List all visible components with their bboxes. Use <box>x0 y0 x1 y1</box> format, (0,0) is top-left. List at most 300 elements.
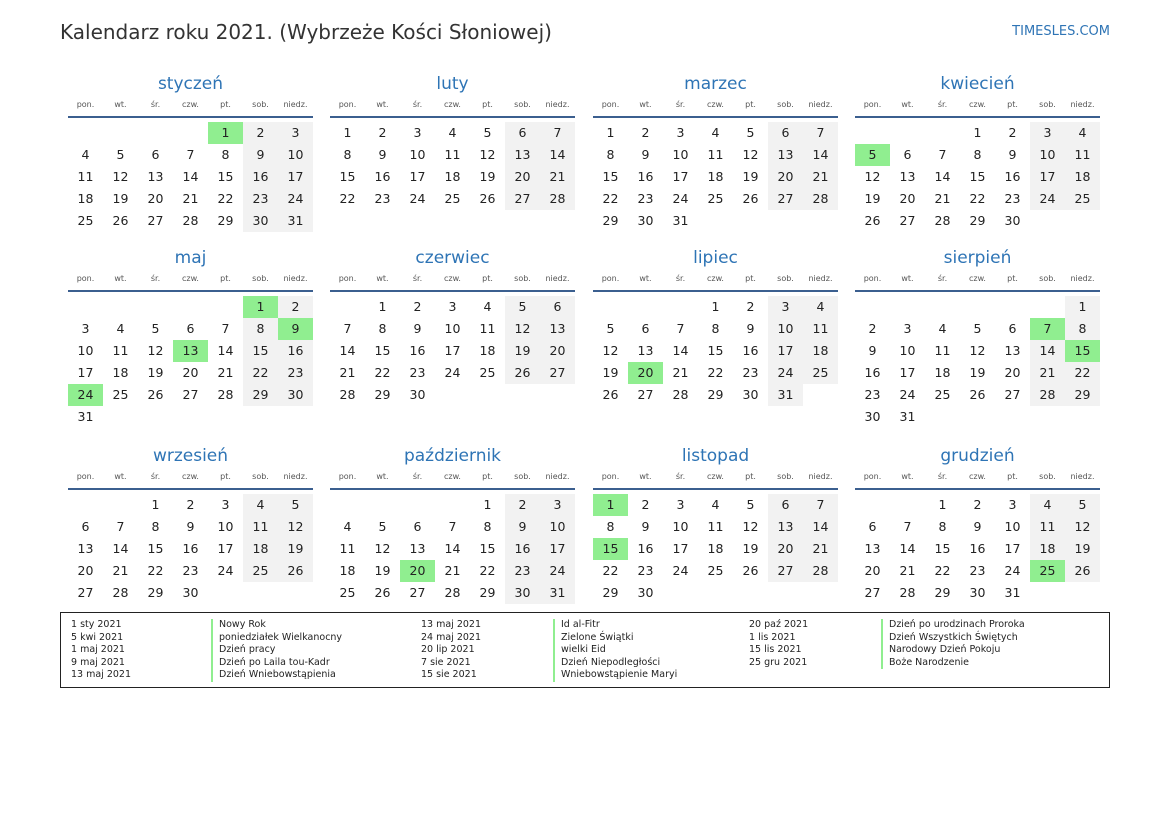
weekday-label: pon. <box>601 100 620 109</box>
day-grid <box>593 118 838 250</box>
day-cell: 14 <box>444 541 461 556</box>
holiday-date: 13 maj 2021 <box>71 669 132 680</box>
month-name: wrzesień <box>152 446 229 466</box>
day-cell: 4 <box>711 497 720 512</box>
day-cell-holiday: 13 <box>173 340 208 362</box>
day-cell: 23 <box>864 387 881 402</box>
weekday-label: wt. <box>114 472 127 481</box>
day-cell: 4 <box>243 494 278 516</box>
day-cell: 21 <box>803 166 838 188</box>
day-cell: 17 <box>217 541 234 556</box>
day-cell: 16 <box>243 166 278 188</box>
day-cell: 22 <box>602 563 619 578</box>
day-cell: 13 <box>768 516 803 538</box>
day-cell: 16 <box>864 365 881 380</box>
day-cell-holiday: 15 <box>593 538 628 560</box>
day-cell-holiday: 20 <box>628 362 663 384</box>
day-cell: 2 <box>973 497 982 512</box>
day-cell: 12 <box>505 318 540 340</box>
day-cell: 3 <box>768 296 803 318</box>
day-cell: 24 <box>672 191 689 206</box>
day-cell: 29 <box>217 213 234 228</box>
day-cell: 6 <box>868 519 877 534</box>
day-cell: 12 <box>742 519 759 534</box>
day-cell: 22 <box>602 191 619 206</box>
day-cell: 25 <box>444 191 461 206</box>
weekday-label: śr. <box>675 274 686 283</box>
day-cell: 22 <box>934 563 951 578</box>
weekday-label: czw. <box>707 274 724 283</box>
day-cell: 23 <box>637 563 654 578</box>
weekday-label: pt. <box>1007 472 1018 481</box>
day-cell: 27 <box>768 188 803 210</box>
day-cell: 3 <box>903 321 912 336</box>
day-cell: 12 <box>864 169 881 184</box>
day-cell: 24 <box>540 560 575 582</box>
day-cell: 2 <box>641 497 650 512</box>
day-cell: 13 <box>1004 343 1021 358</box>
day-cell: 29 <box>1065 384 1100 406</box>
weekday-label: sob. <box>777 472 794 481</box>
month-name: październik <box>403 446 502 466</box>
day-cell: 8 <box>938 519 947 534</box>
day-cell: 13 <box>540 318 575 340</box>
day-cell: 12 <box>278 516 313 538</box>
weekday-label: sob. <box>252 274 269 283</box>
month-name: styczeń <box>157 74 224 94</box>
day-cell: 29 <box>602 585 619 600</box>
day-cell: 25 <box>934 387 951 402</box>
day-cell: 5 <box>278 494 313 516</box>
day-cell: 29 <box>374 387 391 402</box>
day-cell: 1 <box>973 125 982 140</box>
day-cell: 16 <box>182 541 199 556</box>
day-cell: 29 <box>147 585 164 600</box>
day-cell: 6 <box>768 494 803 516</box>
day-cell: 26 <box>479 191 496 206</box>
day-cell: 29 <box>969 213 986 228</box>
day-cell: 23 <box>637 191 654 206</box>
day-cell: 17 <box>768 340 803 362</box>
day-cell: 15 <box>934 541 951 556</box>
day-cell: 9 <box>505 516 540 538</box>
day-cell: 26 <box>505 362 540 384</box>
day-cell: 28 <box>444 585 461 600</box>
day-cell: 15 <box>217 169 234 184</box>
day-grid <box>593 490 838 622</box>
day-cell: 10 <box>672 147 689 162</box>
month-2 <box>330 72 575 250</box>
day-cell: 21 <box>672 365 689 380</box>
day-cell: 17 <box>1004 541 1021 556</box>
day-cell: 27 <box>77 585 94 600</box>
day-cell: 2 <box>505 494 540 516</box>
weekday-label: śr. <box>412 472 423 481</box>
day-cell: 11 <box>1065 144 1100 166</box>
day-cell: 19 <box>278 538 313 560</box>
weekday-label: śr. <box>675 472 686 481</box>
day-cell: 7 <box>903 519 912 534</box>
day-cell: 1 <box>483 497 492 512</box>
day-cell: 24 <box>444 365 461 380</box>
day-cell: 30 <box>1004 213 1021 228</box>
day-cell: 14 <box>339 343 356 358</box>
day-grid <box>330 490 575 622</box>
day-cell: 24 <box>672 563 689 578</box>
day-cell: 16 <box>505 538 540 560</box>
day-cell: 9 <box>1008 147 1017 162</box>
day-grid <box>330 292 575 424</box>
day-cell: 18 <box>112 365 129 380</box>
month-10 <box>330 444 575 622</box>
day-cell: 24 <box>1030 188 1065 210</box>
weekday-label: wt. <box>114 100 127 109</box>
day-cell: 30 <box>637 213 654 228</box>
weekday-header <box>855 468 1100 488</box>
day-cell: 17 <box>444 343 461 358</box>
day-cell: 18 <box>339 563 356 578</box>
day-cell: 5 <box>505 296 540 318</box>
day-grid <box>855 118 1100 250</box>
day-cell: 13 <box>409 541 426 556</box>
weekday-label: śr. <box>675 100 686 109</box>
day-cell: 29 <box>243 384 278 406</box>
day-cell: 18 <box>934 365 951 380</box>
day-cell: 4 <box>116 321 125 336</box>
day-cell: 19 <box>602 365 619 380</box>
day-cell: 14 <box>112 541 129 556</box>
day-cell: 15 <box>602 169 619 184</box>
day-cell: 21 <box>1030 362 1065 384</box>
day-cell: 21 <box>112 563 129 578</box>
day-cell: 30 <box>409 387 426 402</box>
holiday-date: 25 gru 2021 <box>749 656 808 668</box>
weekday-label: wt. <box>639 472 652 481</box>
day-cell: 26 <box>864 213 881 228</box>
weekday-label: sob. <box>252 472 269 481</box>
weekday-label: pt. <box>482 100 493 109</box>
day-cell: 3 <box>278 122 313 144</box>
day-cell: 17 <box>77 365 94 380</box>
weekday-label: wt. <box>639 274 652 283</box>
day-cell: 11 <box>707 147 724 162</box>
day-cell: 17 <box>278 166 313 188</box>
day-cell: 27 <box>864 585 881 600</box>
holiday-name: Boże Narodzenie <box>881 657 969 670</box>
day-cell: 11 <box>444 147 461 162</box>
day-cell: 4 <box>1030 494 1065 516</box>
holiday-name: Dzień Niepodległości <box>553 657 660 670</box>
day-cell: 2 <box>278 296 313 318</box>
day-cell: 9 <box>973 519 982 534</box>
day-cell: 18 <box>707 169 724 184</box>
month-4 <box>855 72 1100 250</box>
weekday-label: pt. <box>745 100 756 109</box>
day-cell: 8 <box>378 321 387 336</box>
day-cell: 15 <box>147 541 164 556</box>
holiday-name: Dzień pracy <box>211 644 275 657</box>
day-cell: 18 <box>243 538 278 560</box>
day-cell: 14 <box>540 144 575 166</box>
day-cell: 15 <box>707 343 724 358</box>
day-cell: 4 <box>343 519 352 534</box>
day-cell: 27 <box>147 213 164 228</box>
day-cell: 31 <box>540 582 575 604</box>
day-cell: 30 <box>637 585 654 600</box>
day-cell: 9 <box>243 144 278 166</box>
day-cell: 8 <box>606 519 615 534</box>
weekday-label: czw. <box>444 100 461 109</box>
day-cell: 19 <box>1065 538 1100 560</box>
day-cell: 7 <box>676 321 685 336</box>
weekday-label: niedz. <box>1070 100 1095 109</box>
weekday-label: śr. <box>150 472 161 481</box>
day-cell: 12 <box>147 343 164 358</box>
day-cell: 29 <box>479 585 496 600</box>
weekday-label: pon. <box>76 274 95 283</box>
day-cell: 24 <box>217 563 234 578</box>
weekday-label: pt. <box>220 100 231 109</box>
day-cell: 26 <box>1065 560 1100 582</box>
day-cell: 27 <box>540 362 575 384</box>
day-cell: 21 <box>444 563 461 578</box>
day-cell: 21 <box>934 191 951 206</box>
day-cell: 25 <box>1065 188 1100 210</box>
day-cell: 28 <box>803 560 838 582</box>
day-cell: 5 <box>116 147 125 162</box>
weekday-label: wt. <box>639 100 652 109</box>
weekday-label: niedz. <box>1070 274 1095 283</box>
weekday-label: czw. <box>969 100 986 109</box>
day-cell: 13 <box>899 169 916 184</box>
day-cell: 16 <box>969 541 986 556</box>
day-cell: 8 <box>221 147 230 162</box>
day-cell: 23 <box>182 563 199 578</box>
day-cell: 18 <box>444 169 461 184</box>
day-cell: 1 <box>606 125 615 140</box>
weekday-label: czw. <box>444 472 461 481</box>
day-cell: 6 <box>768 122 803 144</box>
holiday-name: Nowy Rok <box>211 619 266 632</box>
holiday-name: Zielone Świątki <box>553 632 633 645</box>
weekday-label: śr. <box>937 274 948 283</box>
weekday-label: sob. <box>777 274 794 283</box>
day-cell: 16 <box>637 541 654 556</box>
day-cell: 30 <box>864 409 881 424</box>
weekday-label: czw. <box>444 274 461 283</box>
month-3 <box>593 72 838 250</box>
day-cell: 27 <box>637 387 654 402</box>
day-cell: 17 <box>409 169 426 184</box>
day-cell: 28 <box>934 213 951 228</box>
day-cell: 6 <box>413 519 422 534</box>
day-cell: 25 <box>803 362 838 384</box>
day-cell: 20 <box>77 563 94 578</box>
day-cell: 19 <box>742 169 759 184</box>
holiday-name: Dzień po urodzinach Proroka <box>881 619 1025 632</box>
weekday-label: pon. <box>76 472 95 481</box>
month-name: listopad <box>681 446 750 466</box>
weekday-header <box>68 270 313 290</box>
day-cell: 1 <box>343 125 352 140</box>
weekday-header <box>855 270 1100 290</box>
day-cell: 7 <box>448 519 457 534</box>
day-cell: 20 <box>540 340 575 362</box>
day-cell: 4 <box>81 147 90 162</box>
day-cell: 23 <box>409 365 426 380</box>
day-cell: 5 <box>746 125 755 140</box>
day-cell: 29 <box>707 387 724 402</box>
day-cell: 15 <box>479 541 496 556</box>
day-cell: 9 <box>746 321 755 336</box>
weekday-label: pt. <box>482 472 493 481</box>
day-cell: 30 <box>278 384 313 406</box>
weekday-label: pt. <box>745 472 756 481</box>
day-cell: 13 <box>864 541 881 556</box>
day-cell: 2 <box>746 299 755 314</box>
day-cell: 4 <box>803 296 838 318</box>
day-cell: 25 <box>112 387 129 402</box>
weekday-label: pt. <box>1007 274 1018 283</box>
day-cell: 27 <box>768 560 803 582</box>
day-cell: 28 <box>182 213 199 228</box>
day-cell: 2 <box>243 122 278 144</box>
month-1 <box>68 72 313 250</box>
day-cell: 10 <box>540 516 575 538</box>
day-cell: 13 <box>505 144 540 166</box>
weekday-label: pon. <box>338 472 357 481</box>
day-cell: 25 <box>707 191 724 206</box>
day-cell: 25 <box>339 585 356 600</box>
day-cell: 23 <box>243 188 278 210</box>
day-cell: 21 <box>339 365 356 380</box>
weekday-label: wt. <box>901 100 914 109</box>
day-cell: 14 <box>934 169 951 184</box>
day-cell: 2 <box>186 497 195 512</box>
weekday-label: śr. <box>150 274 161 283</box>
day-cell: 16 <box>278 340 313 362</box>
day-cell: 28 <box>217 387 234 402</box>
day-cell: 31 <box>768 384 803 406</box>
day-grid <box>855 490 1100 622</box>
day-cell: 24 <box>1004 563 1021 578</box>
month-name: grudzień <box>940 446 1015 466</box>
day-cell: 6 <box>81 519 90 534</box>
day-cell: 1 <box>378 299 387 314</box>
month-name: sierpień <box>943 248 1012 268</box>
day-cell: 28 <box>1030 384 1065 406</box>
day-cell: 28 <box>672 387 689 402</box>
day-cell: 6 <box>1008 321 1017 336</box>
weekday-label: niedz. <box>545 472 570 481</box>
day-cell: 24 <box>899 387 916 402</box>
day-cell: 16 <box>409 343 426 358</box>
day-cell: 23 <box>505 560 540 582</box>
day-cell: 15 <box>374 343 391 358</box>
day-cell: 26 <box>602 387 619 402</box>
day-cell: 13 <box>77 541 94 556</box>
day-cell: 13 <box>768 144 803 166</box>
day-cell: 6 <box>186 321 195 336</box>
month-name: marzec <box>684 74 747 94</box>
day-cell: 22 <box>243 362 278 384</box>
day-cell: 9 <box>378 147 387 162</box>
day-cell: 23 <box>742 365 759 380</box>
day-cell: 28 <box>899 585 916 600</box>
month-name: czerwiec <box>415 248 490 268</box>
day-cell: 22 <box>1065 362 1100 384</box>
day-cell: 12 <box>112 169 129 184</box>
day-cell: 6 <box>151 147 160 162</box>
day-cell-holiday: 15 <box>1065 340 1100 362</box>
weekday-label: sob. <box>777 100 794 109</box>
day-cell: 28 <box>112 585 129 600</box>
holiday-date: 1 sty 2021 <box>71 619 122 630</box>
day-cell: 7 <box>186 147 195 162</box>
day-cell: 10 <box>899 343 916 358</box>
day-cell: 6 <box>903 147 912 162</box>
day-cell: 22 <box>479 563 496 578</box>
day-cell: 17 <box>540 538 575 560</box>
day-cell: 4 <box>711 125 720 140</box>
day-cell: 31 <box>77 409 94 424</box>
day-cell-holiday: 25 <box>1030 560 1065 582</box>
day-cell: 23 <box>969 563 986 578</box>
day-cell-holiday: 9 <box>278 318 313 340</box>
holiday-date: 15 lis 2021 <box>749 644 802 655</box>
day-cell: 14 <box>899 541 916 556</box>
weekday-label: wt. <box>901 274 914 283</box>
day-cell: 21 <box>803 538 838 560</box>
holiday-date: 24 maj 2021 <box>421 631 482 643</box>
day-cell: 28 <box>540 188 575 210</box>
day-cell: 31 <box>1004 585 1021 600</box>
weekday-label: pon. <box>863 472 882 481</box>
weekday-label: niedz. <box>808 274 833 283</box>
day-cell: 8 <box>1065 318 1100 340</box>
day-cell-holiday: 7 <box>1030 318 1065 340</box>
day-cell: 12 <box>374 541 391 556</box>
holiday-date: 7 sie 2021 <box>421 656 471 668</box>
weekday-header <box>68 468 313 488</box>
day-cell: 16 <box>1004 169 1021 184</box>
day-cell: 23 <box>1004 191 1021 206</box>
holiday-name: wielki Eid <box>553 644 606 657</box>
holiday-date: 5 kwi 2021 <box>71 631 124 643</box>
holiday-date: 20 lip 2021 <box>421 644 475 655</box>
day-grid <box>68 490 313 622</box>
day-cell: 12 <box>602 343 619 358</box>
day-cell: 4 <box>938 321 947 336</box>
weekday-label: sob. <box>1039 472 1056 481</box>
site-link[interactable]: TIMESLES.COM <box>1012 24 1110 39</box>
weekday-header <box>855 96 1100 116</box>
holiday-date: 15 sie 2021 <box>421 669 477 680</box>
day-cell: 21 <box>540 166 575 188</box>
day-cell: 11 <box>77 169 94 184</box>
day-cell: 12 <box>969 343 986 358</box>
day-cell: 19 <box>147 365 164 380</box>
day-cell: 22 <box>969 191 986 206</box>
day-cell: 21 <box>217 365 234 380</box>
weekday-header <box>330 96 575 116</box>
day-cell: 10 <box>768 318 803 340</box>
day-cell: 2 <box>413 299 422 314</box>
day-cell: 30 <box>742 387 759 402</box>
day-cell: 3 <box>221 497 230 512</box>
weekday-header <box>68 96 313 116</box>
weekday-label: niedz. <box>1070 472 1095 481</box>
